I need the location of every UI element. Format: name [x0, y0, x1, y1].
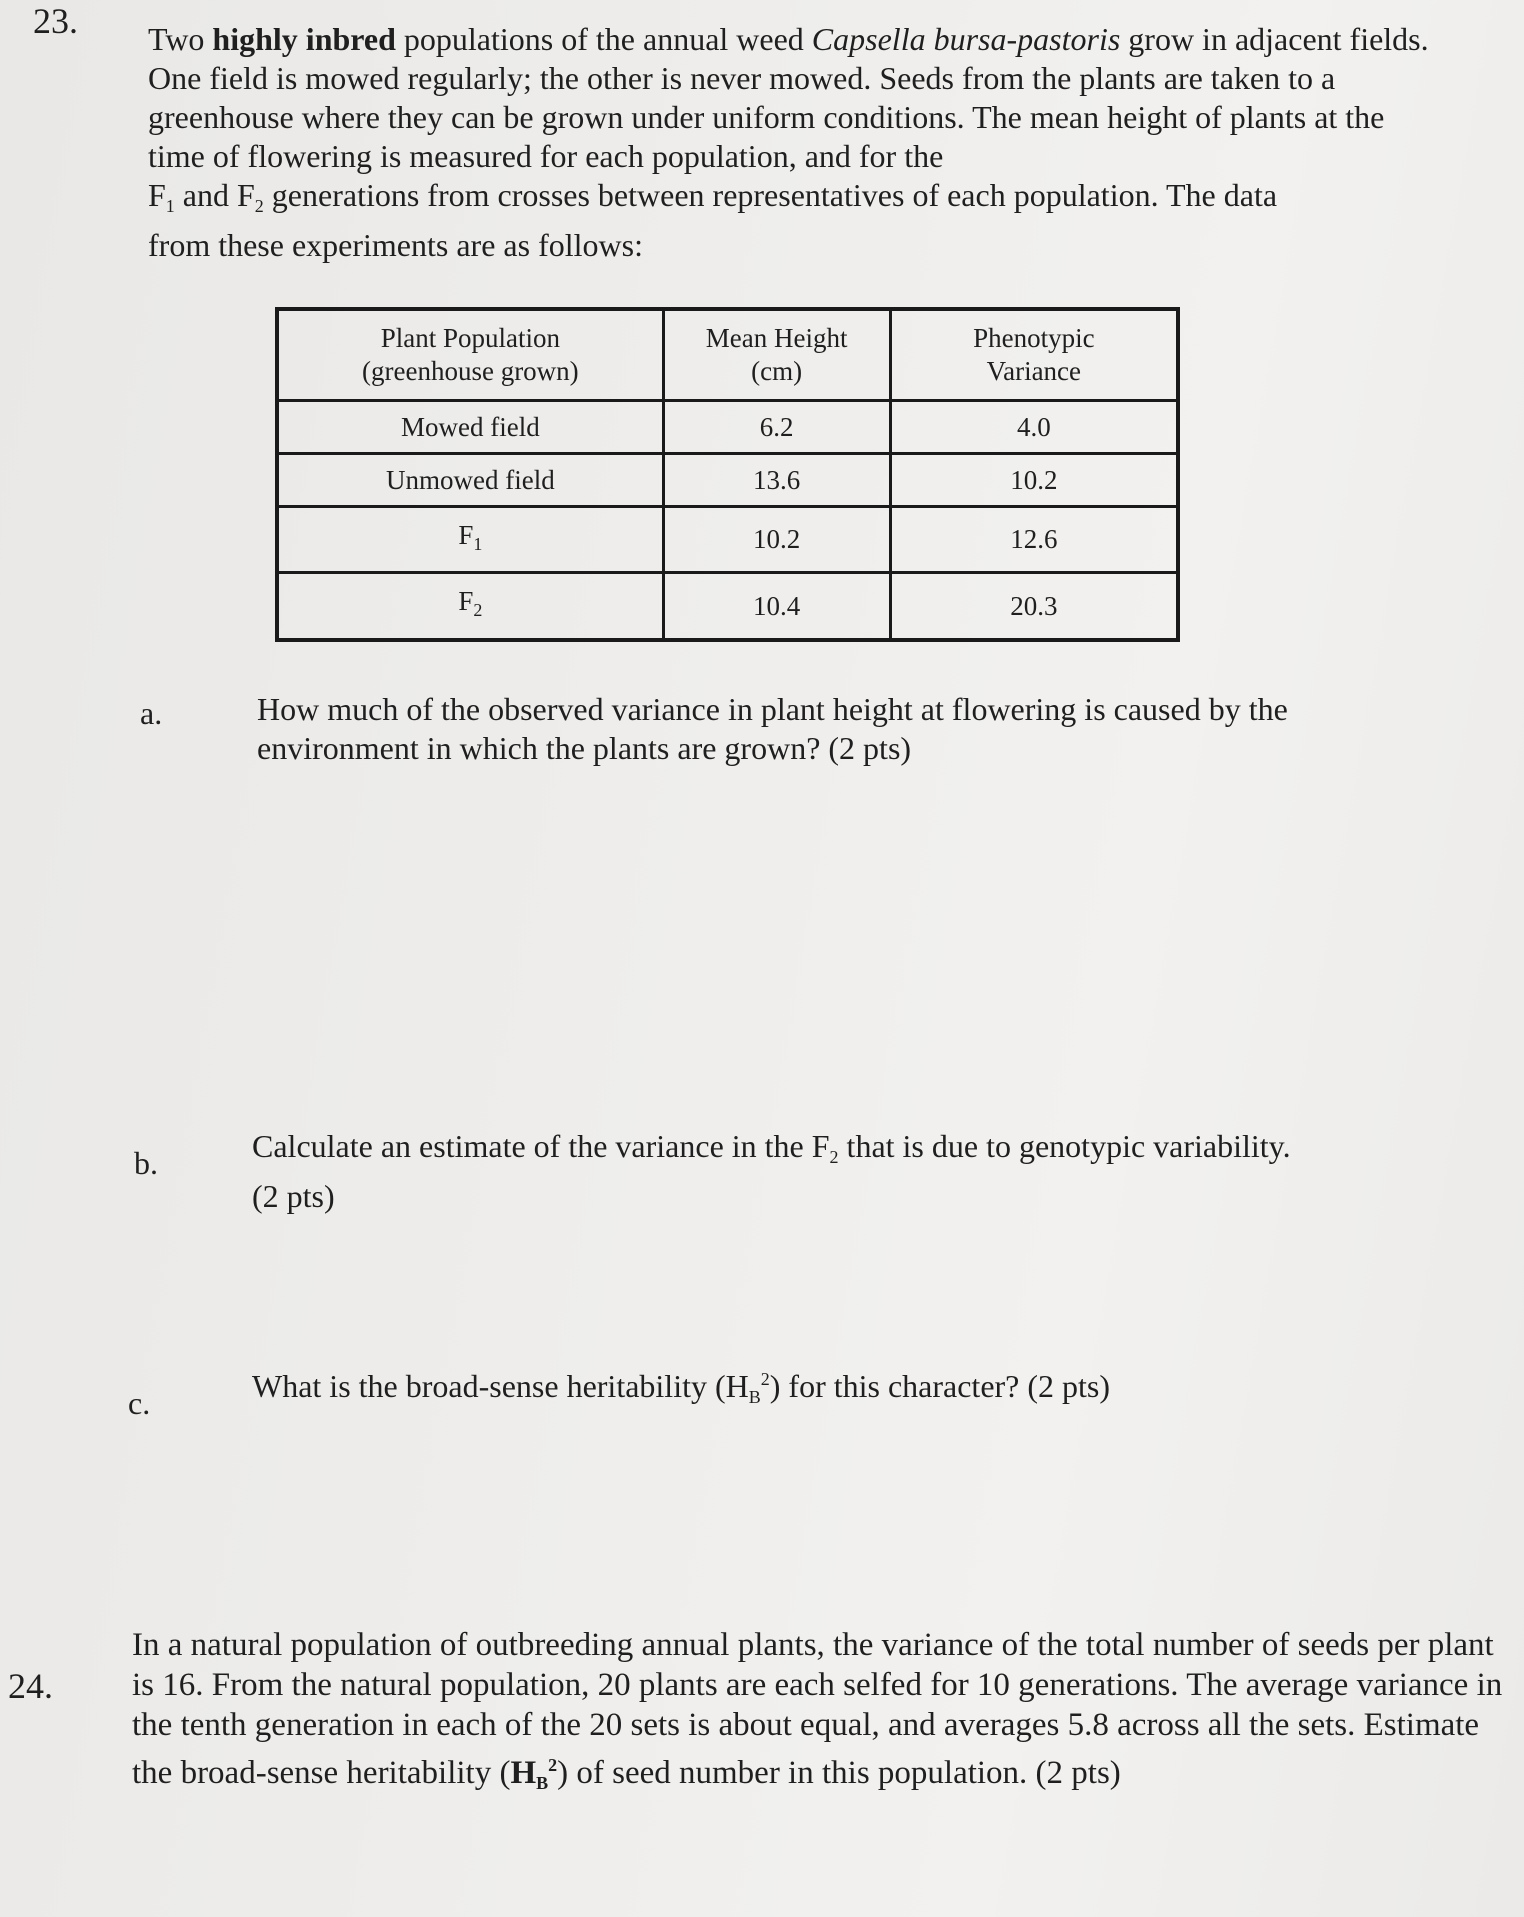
intro-text-1: Two: [148, 21, 213, 57]
question-24-number: 24.: [8, 1666, 53, 1706]
question-23-number: 23.: [33, 1, 78, 41]
header-phenotypic-variance: Phenotypic Variance: [890, 309, 1178, 401]
hb-superscript: 2: [760, 1369, 770, 1389]
hb-subscript: B: [748, 1387, 761, 1407]
intro-text-3: grow in adjacent fields. One field is mowed regularly; the other is never mowed. Seeds from the plants are taken to a greenhouse where they can be grown under uniform conditions. The mean height of plants at the time of flowering is measured for each population, and for the: [148, 21, 1429, 174]
mean-cell: 6.2: [663, 401, 890, 454]
part-c-letter: c.: [128, 1385, 151, 1421]
part-a-letter: a.: [140, 695, 163, 731]
part-b-points: (2 pts): [252, 1178, 335, 1214]
mean-cell: 13.6: [663, 454, 890, 507]
intro-text-2: populations of the annual weed: [395, 21, 812, 57]
variance-cell: 10.2: [890, 454, 1178, 507]
population-cell: Mowed field: [277, 401, 663, 454]
question-23-text: [148, 20, 1448, 265]
intro-text-4: generations from crosses between representatives of each population. The data: [263, 177, 1278, 213]
hb-bold: $H_B^2$: [510, 1755, 558, 1793]
part-c-text: What is the broad-sense heritability $(H_B^2)$ for this character? (2 pts): [252, 1368, 1111, 1407]
variance-cell: 4.0: [890, 401, 1178, 454]
variance-cell: 20.3: [890, 573, 1178, 640]
population-cell: $F_2$: [277, 573, 663, 640]
question-24-text: In a natural population of outbreeding annual plants, the variance of the total number of seeds per plant is 16. From the natural population, 20 plants are each selfed for 10 generations. The average variance in the tenth generation in each of the 20 sets is about equal, and averages 5.8 across all the sets. Estimate the broad-sense heritability $(H_B^2)$ of seed number in this population. (2 pts): [132, 1627, 1503, 1793]
mean-cell: 10.4: [663, 573, 890, 640]
f2-subscript: 2: [829, 1147, 839, 1167]
table-row: [277, 573, 1178, 640]
table-header-row: [277, 309, 1178, 401]
variance-cell: 12.6: [890, 507, 1178, 573]
part-b-letter: b.: [134, 1145, 158, 1181]
intro-bold-text: highly inbred: [212, 21, 396, 57]
f-subscript-1: 1: [165, 196, 175, 216]
and-f-label: and F: [174, 177, 255, 213]
table-row: [277, 507, 1178, 573]
mean-cell: 10.2: [663, 507, 890, 573]
part-a-text: How much of the observed variance in plant height at flowering is caused by the environment in which the plants are grown? (2 pts): [257, 691, 1288, 766]
part-b-text: Calculate an estimate of the variance in the $F_2$ that is due to genotypic variability. (2 pts): [252, 1127, 1512, 1216]
header-mean-height: Mean Height (cm): [663, 309, 890, 401]
species-name: Capsella bursa-pastoris: [811, 21, 1121, 57]
data-table: [275, 307, 1180, 642]
f-subscript-2: 2: [254, 196, 264, 216]
intro-text-5: from these experiments are as follows:: [148, 227, 643, 263]
population-cell: $F_1$: [277, 507, 663, 573]
table-row: [277, 454, 1178, 507]
header-plant-population: Plant Population (greenhouse grown): [277, 309, 663, 401]
f-label: F: [148, 177, 166, 213]
table-row: [277, 401, 1178, 454]
population-cell: Unmowed field: [277, 454, 663, 507]
